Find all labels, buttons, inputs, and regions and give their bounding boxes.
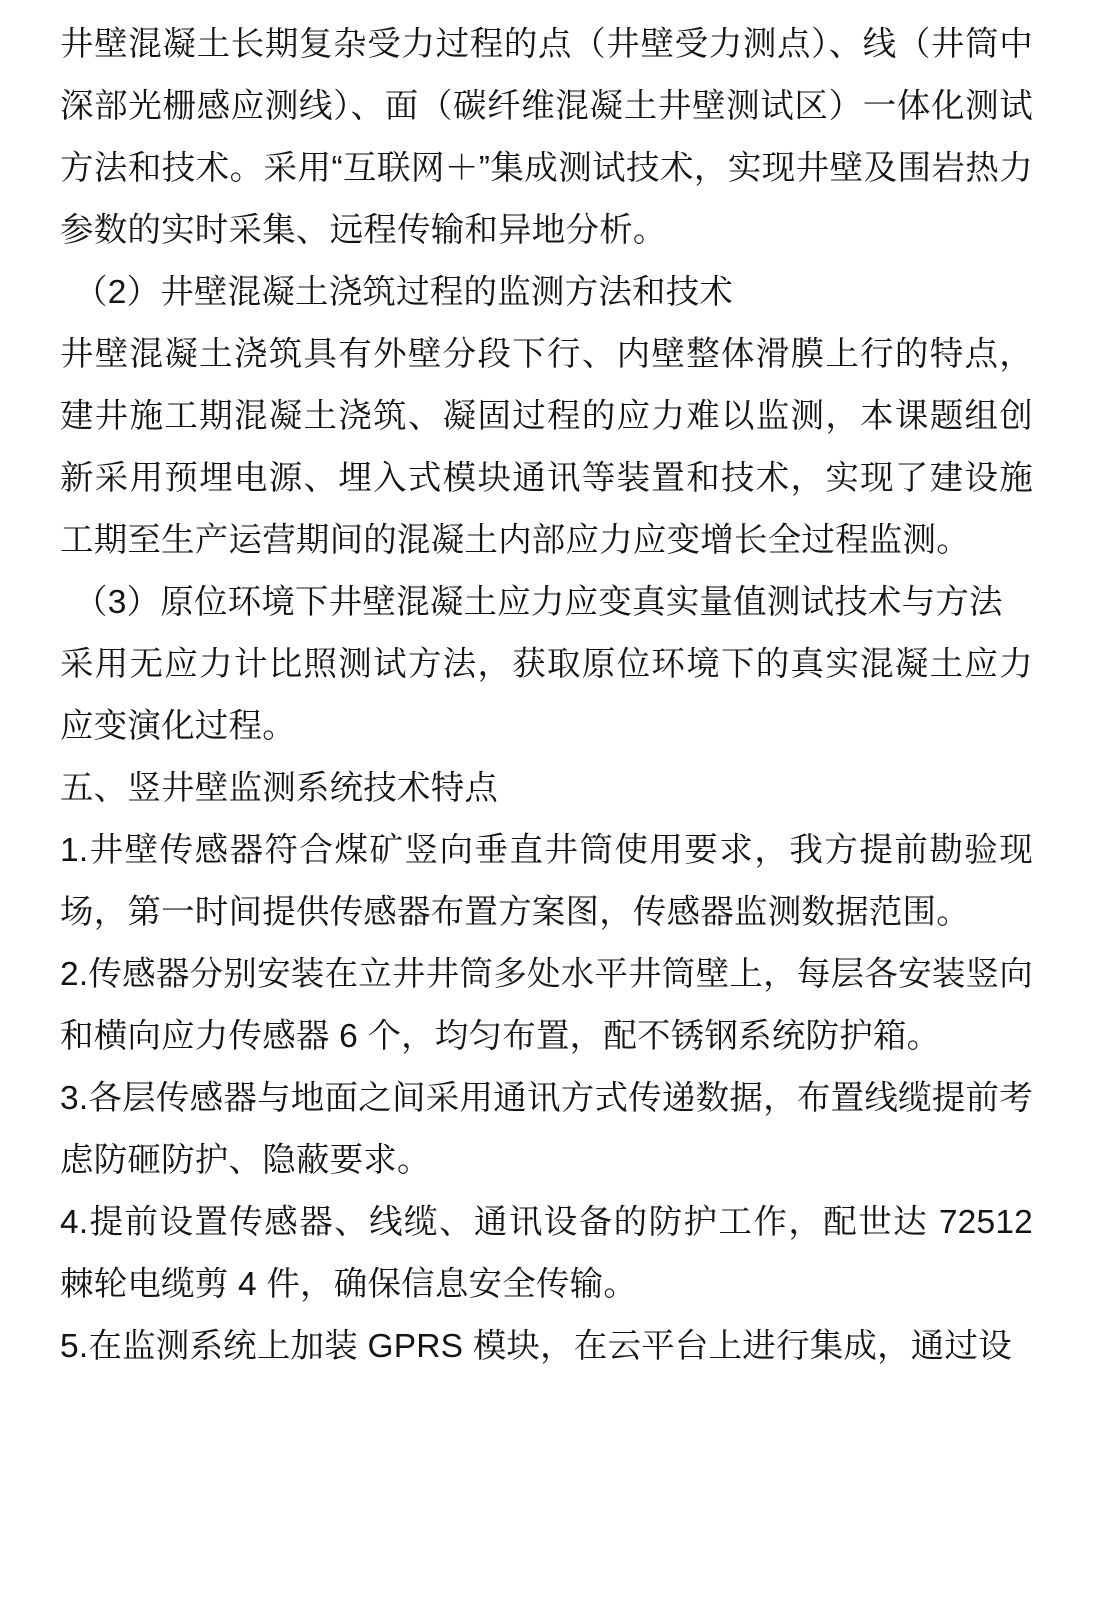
paragraph-2-heading-2: （2）井壁混凝土浇筑过程的监测方法和技术 (74, 274, 734, 311)
paragraph-1: 井壁混凝土长期复杂受力过程的点（井壁受力测点）、线（井筒中深部光栅感应测线）、面（碳纤维混凝土井壁测试区）一体化测试方法和技术。采用“互联网＋”集成测试技术，实现井壁及围岩热力参数的实时采集、远程传输和异地分析。 (60, 26, 1033, 249)
paragraph-5: 采用无应力计比照测试方法，获取原位环境下的真实混凝土应力应变演化过程。 (60, 646, 1033, 745)
section-heading-five: 五、竖井壁监测系统技术特点 (60, 770, 499, 807)
paragraph-4-heading-3: （3）原位环境下井壁混凝土应力应变真实量值测试技术与方法 (74, 584, 1003, 621)
paragraph-item-5: 5.在监测系统上加装 GPRS 模块，在云平台上进行集成，通过设 (60, 1328, 1012, 1365)
paragraph-3: 井壁混凝土浇筑具有外壁分段下行、内壁整体滑膜上行的特点，建井施工期混凝土浇筑、凝固过程的应力难以监测，本课题组创新采用预埋电源、埋入式模块通讯等装置和技术，实现了建设施工期至生产运营期间的混凝土内部应力应变增长全过程监测。 (60, 336, 1033, 559)
paragraph-item-2: 2.传感器分别安装在立井井筒多处水平井筒壁上，每层各安装竖向和横向应力传感器 6 个，均匀布置，配不锈钢系统防护箱。 (60, 956, 1033, 1055)
document-body (60, 14, 1033, 1378)
paragraph-item-4: 4.提前设置传感器、线缆、通讯设备的防护工作，配世达 72512 棘轮电缆剪 4 件，确保信息安全传输。 (60, 1204, 1033, 1303)
paragraph-item-3: 3.各层传感器与地面之间采用通讯方式传递数据，布置线缆提前考虑防砸防护、隐蔽要求。 (60, 1080, 1033, 1179)
paragraph-item-1: 1.井壁传感器符合煤矿竖向垂直井筒使用要求，我方提前勘验现场，第一时间提供传感器布置方案图，传感器监测数据范围。 (60, 832, 1033, 931)
